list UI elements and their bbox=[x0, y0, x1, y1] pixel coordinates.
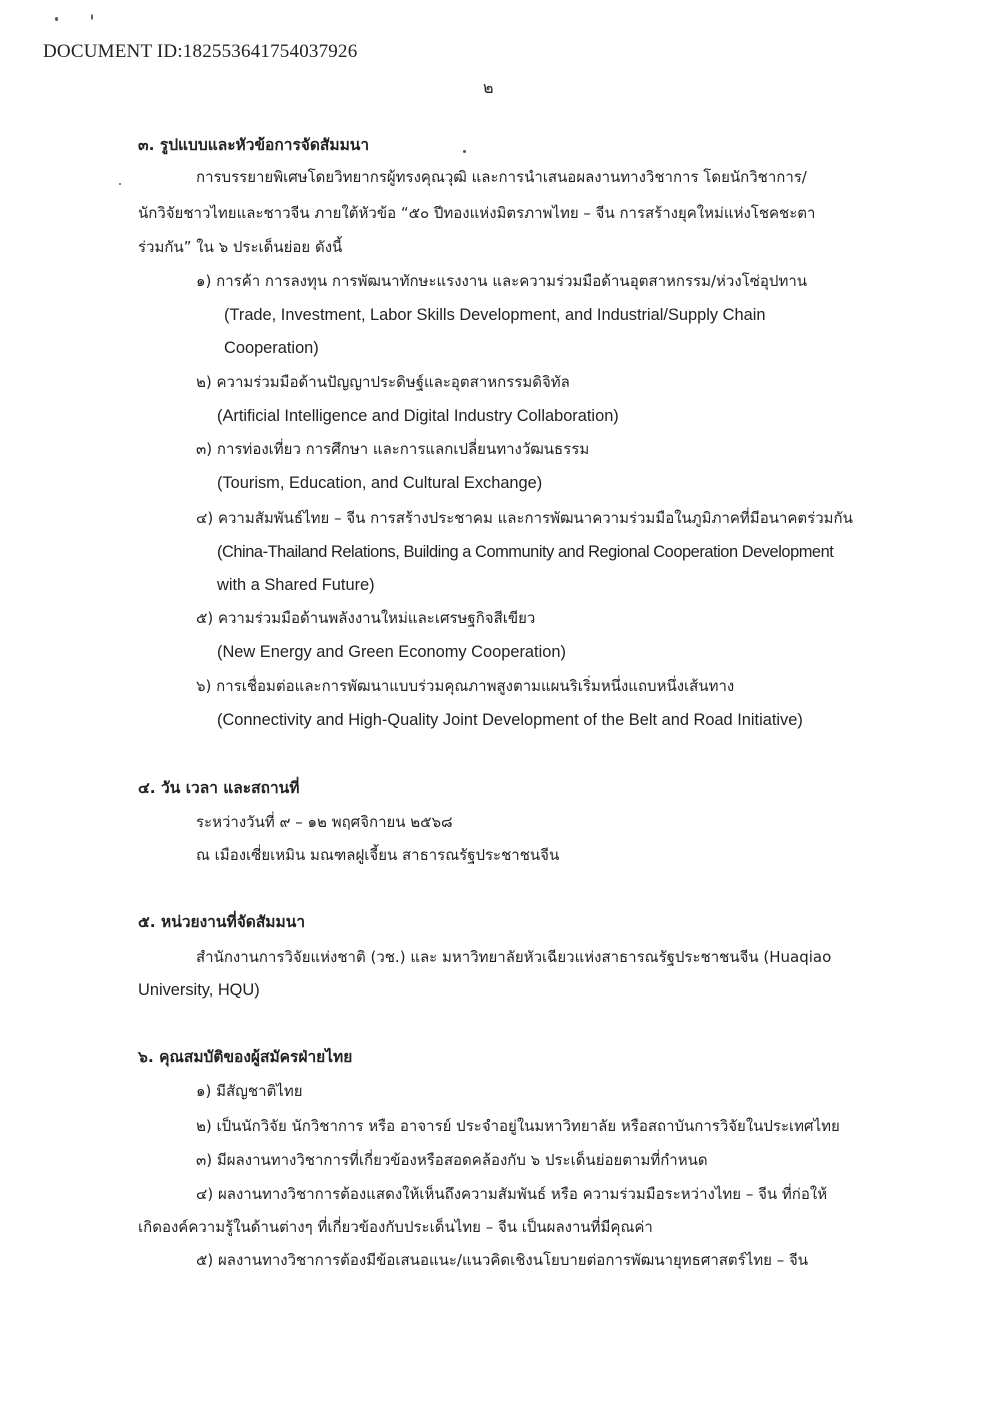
section-3-heading: ๓. รูปแบบและหัวข้อการจัดสัมมนา bbox=[138, 136, 370, 154]
topic-3-thai: ๓) การท่องเที่ยว การศึกษา และการแลกเปลี่ยนทางวัฒนธรรม bbox=[196, 440, 590, 458]
scan-speck bbox=[463, 150, 466, 153]
topic-2-thai: ๒) ความร่วมมือด้านปัญญาประดิษฐ์และอุตสาหกรรมดิจิทัล bbox=[196, 373, 570, 391]
qualification-4-cont: เกิดองค์ความรู้ในด้านต่างๆ ที่เกี่ยวข้องกับประเด็นไทย – จีน เป็นผลงานที่มีคุณค่า bbox=[138, 1218, 653, 1236]
topic-1-english: (Trade, Investment, Labor Skills Development, and Industrial/Supply Chain bbox=[224, 306, 766, 324]
scan-speck bbox=[91, 14, 93, 20]
topic-5-english: (New Energy and Green Economy Cooperation) bbox=[217, 643, 566, 661]
topic-3-english: (Tourism, Education, and Cultural Exchange) bbox=[217, 474, 543, 492]
section-5-heading: ๕. หน่วยงานที่จัดสัมมนา bbox=[138, 913, 306, 931]
topic-6-english: (Connectivity and High-Quality Joint Development of the Belt and Road Initiative) bbox=[217, 711, 803, 729]
topic-1-english-cont: Cooperation) bbox=[224, 339, 319, 357]
qualification-2: ๒) เป็นนักวิจัย นักวิชาการ หรือ อาจารย์ ประจำอยู่ในมหาวิทยาลัย หรือสถาบันการวิจัยในประเทศไทย bbox=[196, 1117, 840, 1135]
page-number: ๒ bbox=[483, 78, 494, 97]
intro-line-1: การบรรยายพิเศษโดยวิทยากรผู้ทรงคุณวุฒิ และการนำเสนอผลงานทางวิชาการ โดยนักวิชาการ/ bbox=[196, 168, 807, 186]
scan-speck bbox=[55, 17, 58, 21]
section-6-heading: ๖. คุณสมบัติของผู้สมัครฝ่ายไทย bbox=[138, 1048, 353, 1066]
section-4-heading: ๔. วัน เวลา และสถานที่ bbox=[138, 779, 300, 797]
organizer-line-1: สำนักงานการวิจัยแห่งชาติ (วช.) และ มหาวิทยาลัยหัวเฉียวแห่งสาธารณรัฐประชาชนจีน (Huaqiao bbox=[196, 948, 832, 966]
topic-4-english-cont: with a Shared Future) bbox=[217, 576, 375, 594]
document-id: DOCUMENT ID:182553641754037926 bbox=[43, 41, 358, 62]
topic-4-thai: ๔) ความสัมพันธ์ไทย – จีน การสร้างประชาคม และการพัฒนาความร่วมมือในภูมิภาคที่มีอนาคตร่วมกัน bbox=[196, 509, 853, 527]
qualification-3: ๓) มีผลงานทางวิชาการที่เกี่ยวข้องหรือสอดคล้องกับ ๖ ประเด็นย่อยตามที่กำหนด bbox=[196, 1151, 708, 1169]
venue-line: ณ เมืองเซี่ยเหมิน มณฑลฝูเจี้ยน สาธารณรัฐประชาชนจีน bbox=[196, 846, 560, 864]
qualification-1: ๑) มีสัญชาติไทย bbox=[196, 1082, 303, 1100]
topic-4-english: (China-Thailand Relations, Building a Community and Regional Cooperation Development bbox=[217, 543, 834, 561]
qualification-4: ๔) ผลงานทางวิชาการต้องแสดงให้เห็นถึงความสัมพันธ์ หรือ ความร่วมมือระหว่างไทย – จีน ที่ก่อให้ bbox=[196, 1185, 828, 1203]
intro-line-3: ร่วมกัน” ใน ๖ ประเด็นย่อย ดังนี้ bbox=[138, 238, 343, 256]
topic-6-thai: ๖) การเชื่อมต่อและการพัฒนาแบบร่วมคุณภาพสูงตามแผนริเริ่มหนึ่งแถบหนึ่งเส้นทาง bbox=[196, 677, 735, 695]
date-line: ระหว่างวันที่ ๙ – ๑๒ พฤศจิกายน ๒๕๖๘ bbox=[196, 813, 453, 831]
organizer-line-2: University, HQU) bbox=[138, 981, 260, 999]
topic-2-english: (Artificial Intelligence and Digital Industry Collaboration) bbox=[217, 407, 619, 425]
scan-speck bbox=[119, 183, 121, 185]
qualification-5: ๕) ผลงานทางวิชาการต้องมีข้อเสนอแนะ/แนวคิดเชิงนโยบายต่อการพัฒนายุทธศาสตร์ไทย – จีน bbox=[196, 1251, 809, 1269]
intro-line-2: นักวิจัยชาวไทยและชาวจีน ภายใต้หัวข้อ “๕๐ ปีทองแห่งมิตรภาพไทย – จีน การสร้างยุคใหม่แห่งโชคชะตา bbox=[138, 204, 816, 222]
topic-1-thai: ๑) การค้า การลงทุน การพัฒนาทักษะแรงงาน และความร่วมมือด้านอุตสาหกรรม/ห่วงโซ่อุปทาน bbox=[196, 272, 808, 290]
topic-5-thai: ๕) ความร่วมมือด้านพลังงานใหม่และเศรษฐกิจสีเขียว bbox=[196, 609, 536, 627]
